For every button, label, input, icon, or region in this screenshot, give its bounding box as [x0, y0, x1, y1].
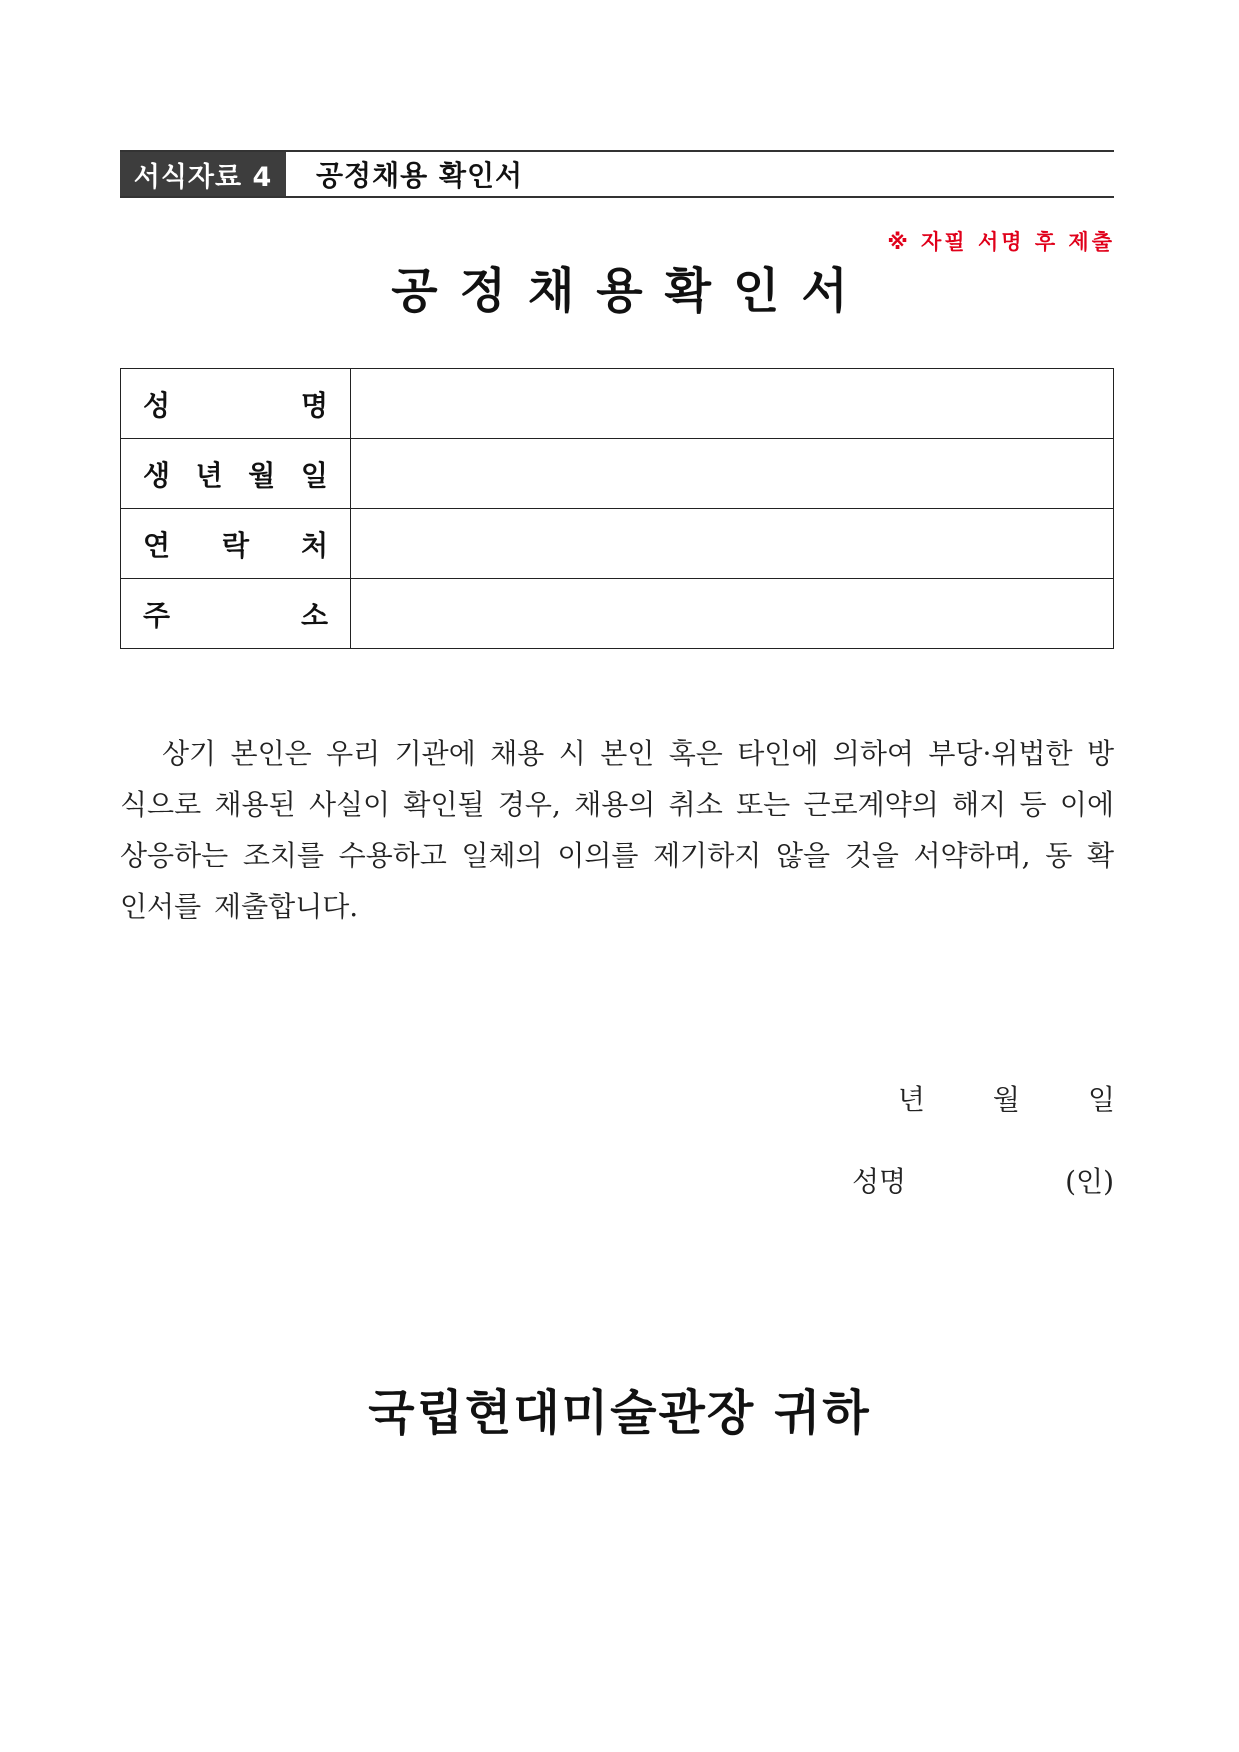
label-char: 년	[195, 458, 223, 492]
label-char: 월	[248, 458, 276, 492]
seal-mark[interactable]: (인)	[1065, 1165, 1114, 1198]
label-char: 생	[143, 458, 171, 492]
name-label-cell	[121, 369, 351, 439]
label-char: 성	[143, 388, 171, 422]
contact-label-cell	[121, 509, 351, 579]
label-char: 명	[300, 388, 328, 422]
label-char: 소	[300, 598, 328, 632]
address-field[interactable]	[351, 579, 1114, 649]
form-header-bar	[120, 150, 1114, 198]
birthdate-field[interactable]	[351, 439, 1114, 509]
addressee: 국립현대미술관장 귀하	[368, 1385, 871, 1441]
contact-field[interactable]	[351, 509, 1114, 579]
date-line	[898, 1078, 1115, 1118]
year-label: 년	[897, 1083, 925, 1116]
form-header-title: 공정채용 확인서	[316, 159, 524, 192]
label-char: 처	[300, 528, 328, 562]
day-label: 일	[1087, 1083, 1115, 1116]
signature-name-label: 성명	[852, 1165, 907, 1198]
label-char: 락	[221, 528, 250, 562]
month-label: 월	[992, 1083, 1020, 1116]
name-field[interactable]	[351, 369, 1114, 439]
table-row	[121, 579, 1114, 649]
table-row	[121, 509, 1114, 579]
pledge-paragraph: 상기 본인은 우리 기관에 채용 시 본인 혹은 타인에 의하여 부당·위법한 방식으로 채용된 사실이 확인될 경우, 채용의 취소 또는 근로계약의 해지 등 이에 상응하는 조치를 수용하고 일체의 이의를 제기하지 않을 것을 서약하며, 동 확인서를 제출합니다.	[120, 737, 1114, 923]
birthdate-label-cell	[121, 439, 351, 509]
label-char: 연	[143, 528, 171, 562]
document-title: 공정채용확인서	[391, 263, 870, 319]
label-char: 주	[143, 598, 171, 632]
label-char: 일	[300, 458, 328, 492]
applicant-info-table	[120, 368, 1114, 649]
address-label-cell	[121, 579, 351, 649]
table-row	[121, 369, 1114, 439]
signature-line	[852, 1160, 1114, 1200]
signature-notice: ※ 자필 서명 후 제출	[887, 230, 1115, 254]
table-row	[121, 439, 1114, 509]
form-number-tag: 서식자료 4	[120, 152, 286, 196]
